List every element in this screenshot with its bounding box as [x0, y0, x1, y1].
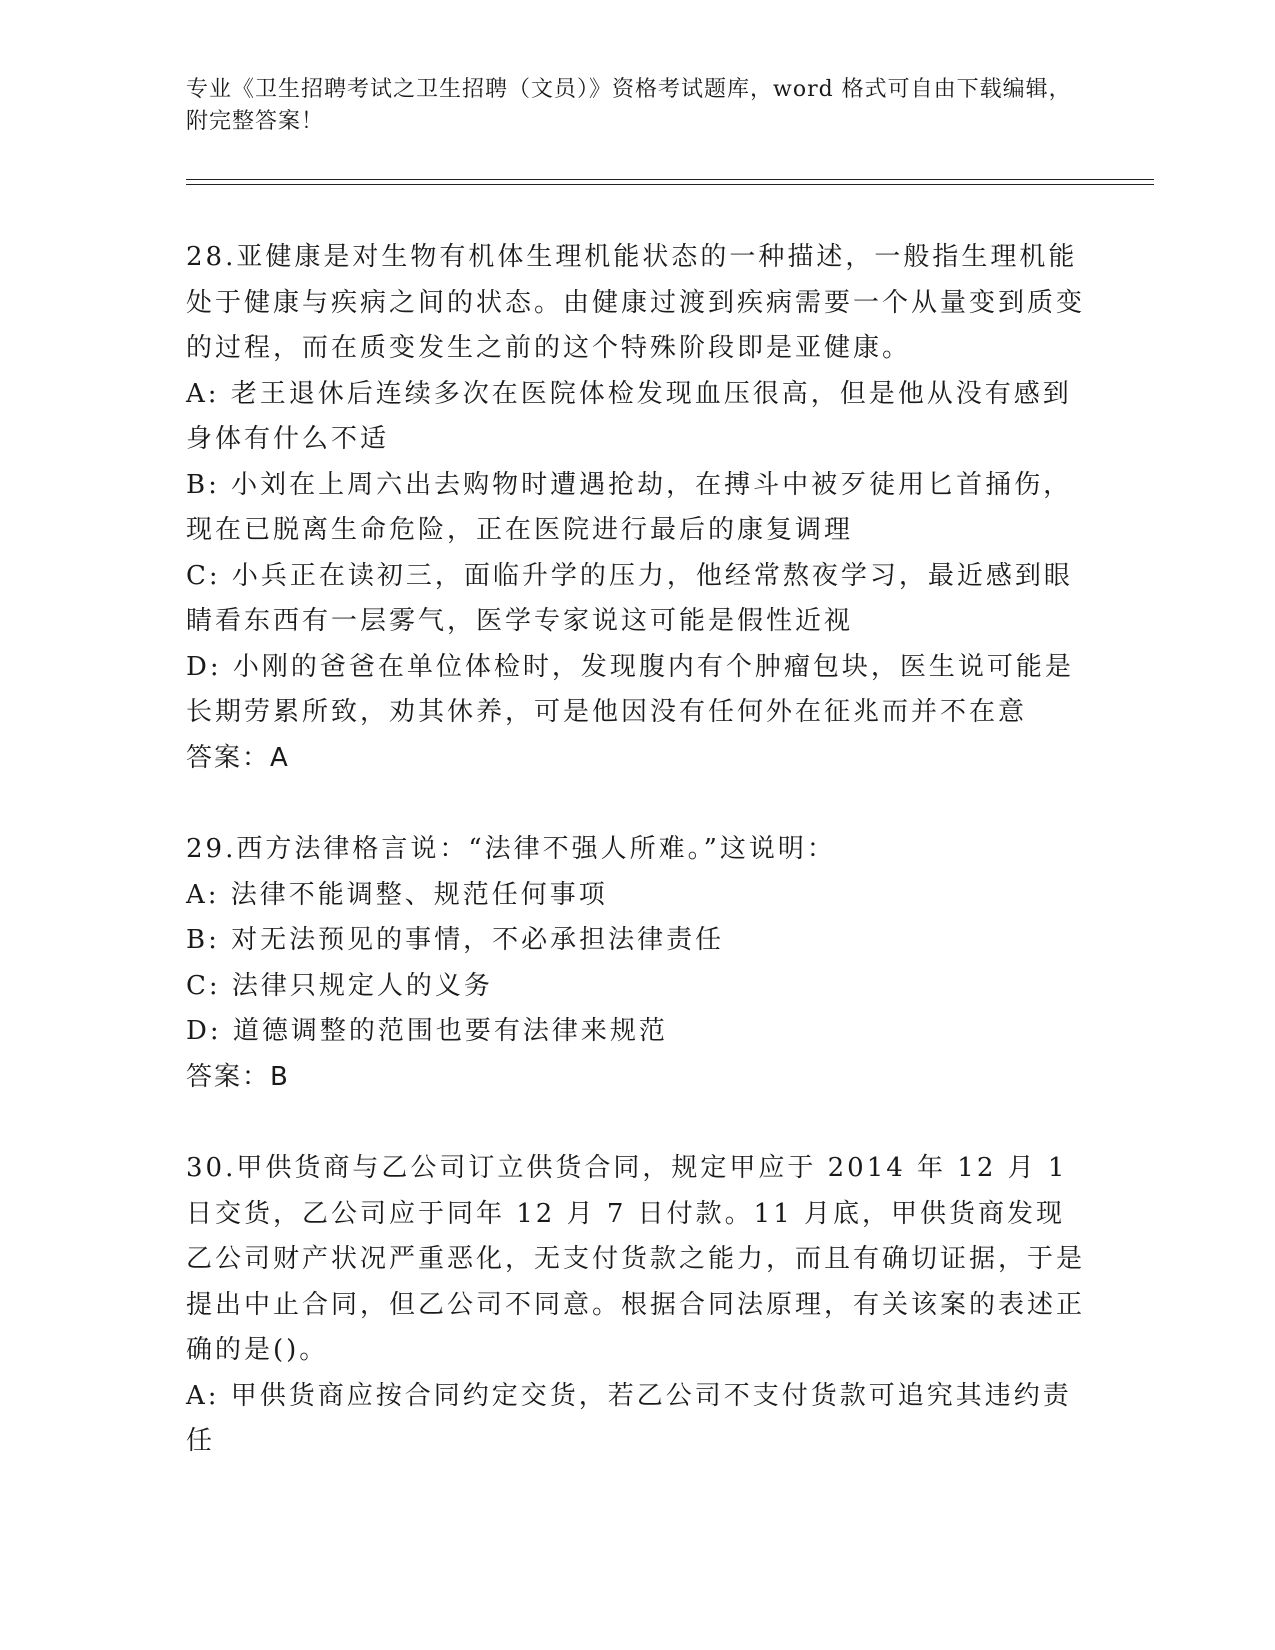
answer-text: 答案：B [186, 1061, 290, 1092]
header-intro-text: 专业《卫生招聘考试之卫生招聘（文员）》资格考试题库，word 格式可自由下载编辑，附完整答案！ [186, 77, 1072, 134]
question-29 [186, 827, 1086, 1100]
option-b: B: 对无法预见的事情，不必承担法律责任 [186, 925, 725, 955]
question-stem: 29.西方法律格言说：“法律不强人所难。”这说明： [186, 834, 836, 864]
question-list [186, 235, 1086, 1511]
option-c: C: 小兵正在读初三，面临升学的压力，他经常熬夜学习，最近感到眼睛看东西有一层雾气，医学专家说这可能是假性近视 [186, 560, 1073, 636]
header-divider-bottom [186, 184, 1154, 185]
answer-text: 答案：A [186, 742, 290, 773]
header-divider-top [186, 179, 1154, 180]
option-a: A: 老王退休后连续多次在医院体检发现血压很高，但是他从没有感到身体有什么不适 [186, 378, 1072, 454]
question-30 [186, 1146, 1086, 1465]
question-28 [186, 235, 1086, 781]
option-c: C: 法律只规定人的义务 [186, 970, 493, 1001]
option-a: A: 法律不能调整、规范任何事项 [186, 879, 608, 910]
option-a: A: 甲供货商应按合同约定交货，若乙公司不支付货款可追究其违约责任 [186, 1380, 1072, 1456]
option-d: D: 道德调整的范围也要有法律来规范 [186, 1016, 668, 1046]
option-d: D: 小刚的爸爸在单位体检时，发现腹内有个肿瘤包块，医生说可能是长期劳累所致，劝其休养，可是他因没有任何外在征兆而并不在意 [186, 651, 1074, 727]
document-header [186, 74, 1086, 138]
question-stem: 28.亚健康是对生物有机体生理机能状态的一种描述，一般指生理机能处于健康与疾病之间的状态。由健康过渡到疾病需要一个从量变到质变的过程，而在质变发生之前的这个特殊阶段即是亚健康。 [186, 242, 1086, 363]
option-b: B: 小刘在上周六出去购物时遭遇抢劫，在搏斗中被歹徒用匕首捅伤，现在已脱离生命危险，正在医院进行最后的康复调理 [186, 469, 1073, 545]
question-stem: 30.甲供货商与乙公司订立供货合同，规定甲应于 2014 年 12 月 1 日交货，乙公司应于同年 12 月 7 日付款。11 月底，甲供货商发现乙公司财产状况严重恶化，无支付货款之能力，而且有确切证据，于是提出中止合同，但乙公司不同意。根据合同法原理，有关该案的表述正确的是()。 [186, 1153, 1086, 1365]
